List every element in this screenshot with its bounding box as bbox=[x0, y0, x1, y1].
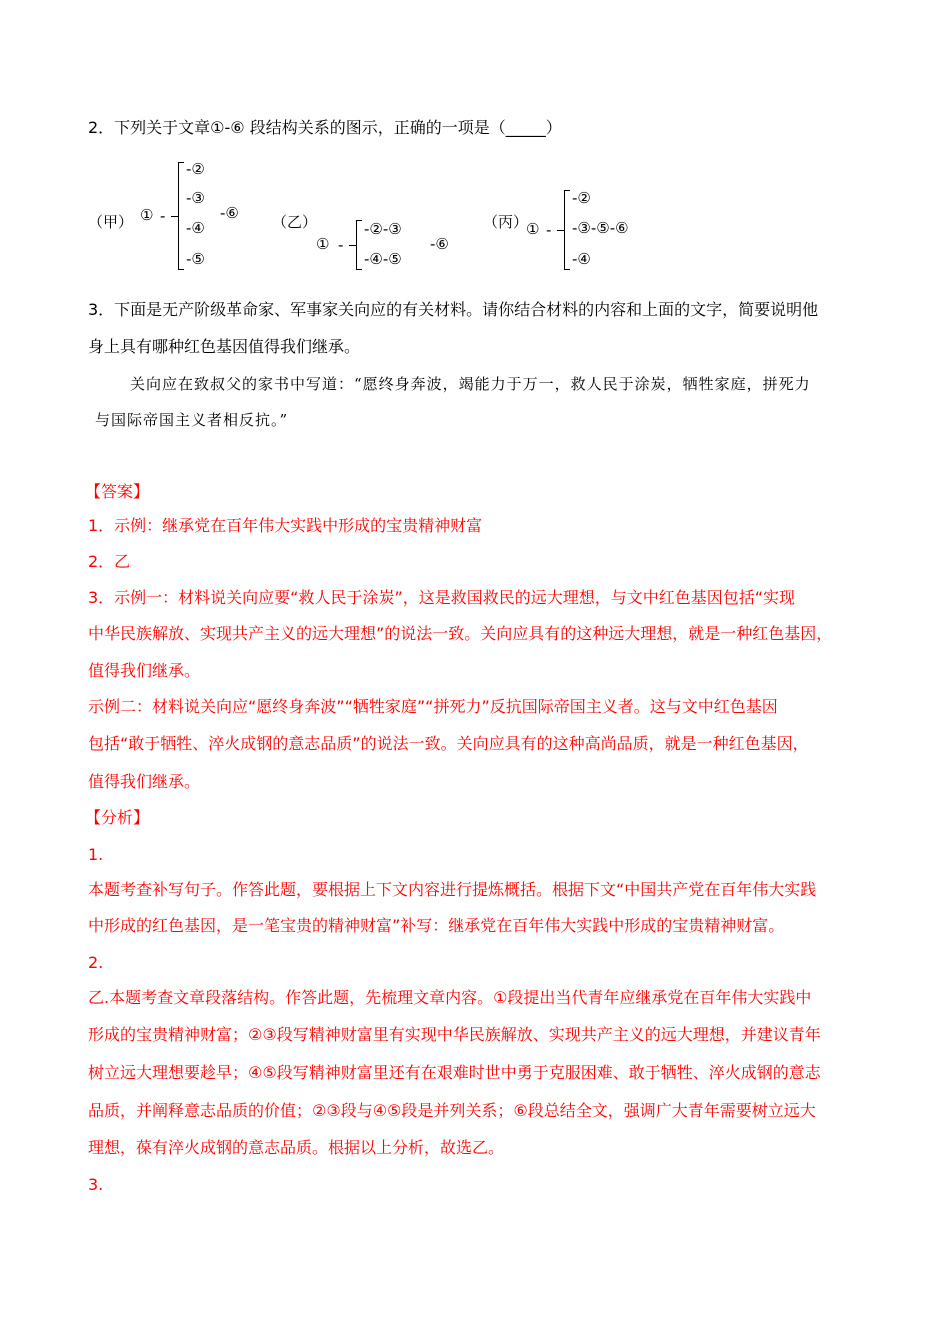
diagram-bing-branch: -④ bbox=[572, 250, 591, 268]
material-quote: 关向应在致叔父的家书中写道：“愿终身奔波，竭能力于万一，救人民于涂炭，牺牲家庭，拼死力 bbox=[130, 375, 811, 393]
diagram-jia-tail: -⑥ bbox=[220, 204, 239, 222]
analysis-paragraph: 乙.本题考查文章段落结构。作答此题，先梳理文章内容。①段提出当代青年应继承党在百年伟大实践中 bbox=[88, 988, 812, 1007]
analysis-paragraph: 本题考查补写句子。作答此题，要根据上下文内容进行提炼概括。根据下文“中国共产党在百年伟大实践 bbox=[88, 880, 817, 899]
diagram-yi-branch: -④-⑤ bbox=[364, 250, 402, 268]
material-quote: 与国际帝国主义者相反抗。” bbox=[95, 411, 289, 429]
diagram-jia-branch: -④ bbox=[186, 219, 205, 237]
diagram-yi-root: ① bbox=[316, 235, 330, 253]
diagram-jia-branch: -⑤ bbox=[186, 250, 205, 268]
analysis-number: 2. bbox=[88, 953, 104, 972]
diagram-bing-root: ① bbox=[526, 220, 540, 238]
answer-item: 示例二：材料说关向应“愿终身奔波”“牺牲家庭”“拼死力”反抗国际帝国主义者。这与文中红色基因 bbox=[88, 697, 778, 716]
analysis-paragraph: 形成的宝贵精神财富；②③段写精神财富里有实现中华民族解放、实现共产主义的远大理想，并建议青年 bbox=[88, 1025, 821, 1044]
diagram-jia-label: （甲） bbox=[88, 213, 134, 231]
answer-item: 包括“敢于牺牲、淬火成钢的意志品质”的说法一致。关向应具有的这种高尚品质，就是一种红色基因， bbox=[88, 734, 809, 753]
analysis-paragraph: 品质，并阐释意志品质的价值；②③段与④⑤段是并列关系；⑥段总结全文，强调广大青年需要树立远大 bbox=[88, 1101, 816, 1120]
question-3-text: 3．下面是无产阶级革命家、军事家关向应的有关材料。请你结合材料的内容和上面的文字，简要说明他 bbox=[88, 300, 819, 319]
answer-item: 中华民族解放、实现共产主义的远大理想”的说法一致。关向应具有的这种远大理想，就是一种红色基因， bbox=[88, 624, 833, 643]
answer-item: 1．示例：继承党在百年伟大实践中形成的宝贵精神财富 bbox=[88, 516, 483, 535]
diagram-yi-dash: - bbox=[338, 236, 344, 254]
diagram-bing-dash: - bbox=[546, 221, 552, 239]
diagram-jia-dash: - bbox=[160, 207, 166, 225]
diagram-yi-label: （乙） bbox=[272, 213, 318, 231]
diagram-yi-branch: -②-③ bbox=[364, 220, 402, 238]
diagram-jia-root: ① bbox=[140, 206, 154, 224]
answer-heading: 【答案】 bbox=[85, 482, 150, 501]
answer-item: 2．乙 bbox=[88, 552, 131, 571]
diagram-jia-branch: -② bbox=[186, 160, 205, 178]
question-3-text: 身上具有哪种红色基因值得我们继承。 bbox=[88, 337, 361, 356]
analysis-paragraph: 中形成的红色基因，是一笔宝贵的精神财富”补写：继承党在百年伟大实践中形成的宝贵精神财富。 bbox=[88, 916, 785, 935]
question-2-text: 2．下列关于文章①-⑥ 段结构关系的图示，正确的一项是（_____） bbox=[88, 118, 562, 137]
analysis-paragraph: 树立远大理想要趁早；④⑤段写精神财富里还有在艰难时世中勇于克服困难、敢于牺牲、淬火成钢的意志 bbox=[88, 1063, 821, 1082]
answer-item: 3．示例一：材料说关向应要“救人民于涂炭”，这是救国救民的远大理想，与文中红色基因包括“实现 bbox=[88, 588, 796, 607]
analysis-number: 3. bbox=[88, 1175, 104, 1194]
diagram-yi-tail: -⑥ bbox=[430, 235, 449, 253]
diagram-bing-branch: -② bbox=[572, 189, 591, 207]
answer-item: 值得我们继承。 bbox=[88, 661, 201, 680]
diagram-bing-branch: -③-⑤-⑥ bbox=[572, 219, 629, 237]
answer-item: 值得我们继承。 bbox=[88, 772, 201, 791]
analysis-paragraph: 理想，葆有淬火成钢的意志品质。根据以上分析，故选乙。 bbox=[88, 1138, 505, 1157]
analysis-number: 1. bbox=[88, 845, 104, 864]
diagram-bing-label: （丙） bbox=[483, 213, 529, 231]
analysis-heading: 【分析】 bbox=[85, 808, 150, 827]
diagram-jia-branch: -③ bbox=[186, 189, 205, 207]
